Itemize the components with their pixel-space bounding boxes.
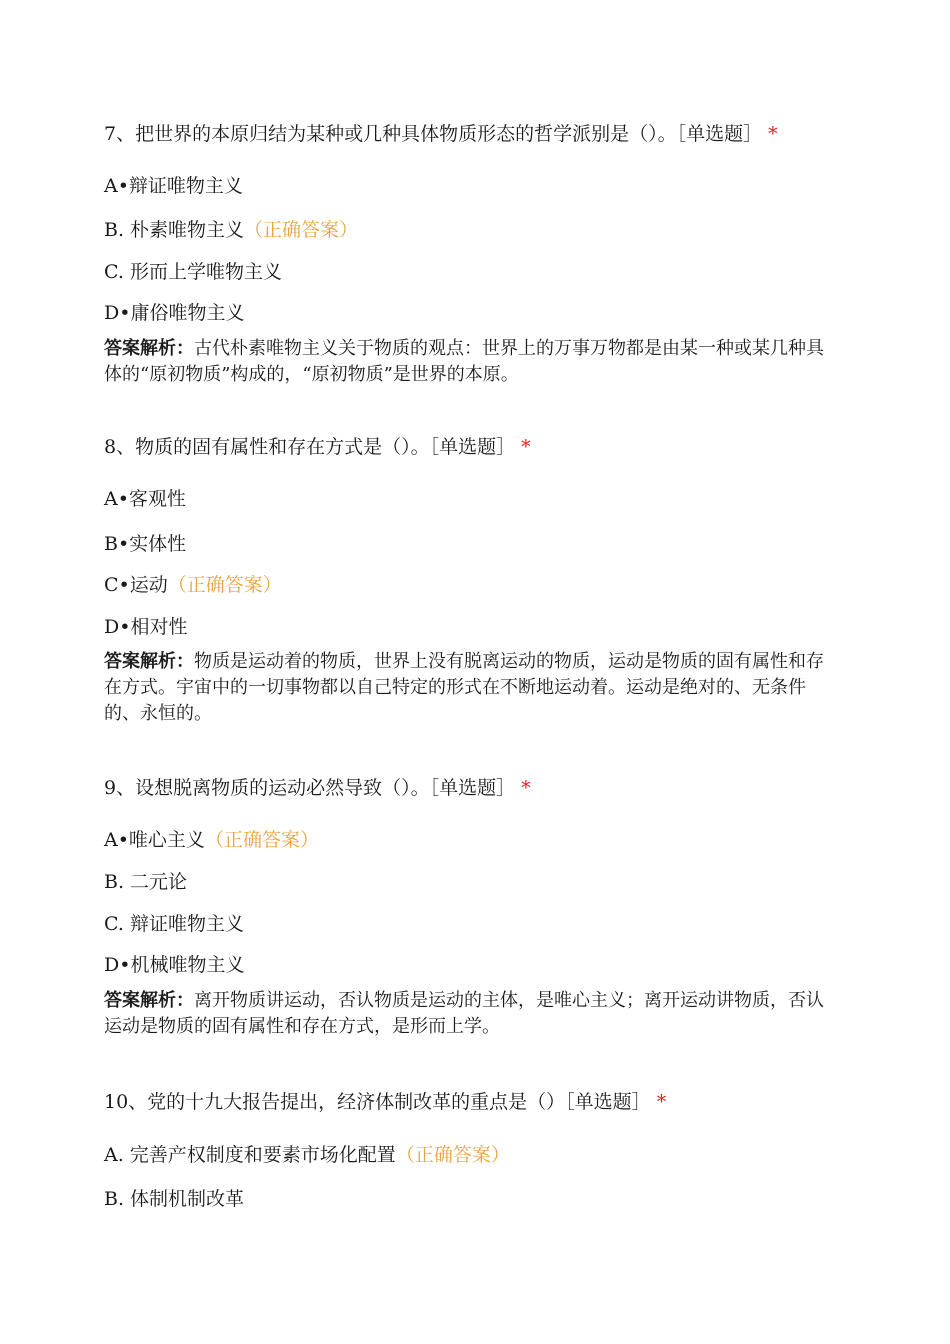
question-title-text: 9、设想脱离物质的运动必然导致（）。［单选题］ [104,777,516,799]
question-7-option-a [104,173,243,199]
question-9-option-b [104,869,187,895]
required-mark: * [521,436,531,458]
option-text: C. 辩证唯物主义 [104,913,244,935]
question-7-analysis [104,336,840,388]
correct-answer-label: （正确答案） [167,574,282,596]
option-text: C. 形而上学唯物主义 [104,261,282,283]
question-10-title [104,1089,666,1115]
question-9-option-c [104,911,244,937]
question-title-text: 10、党的十九大报告提出，经济体制改革的重点是（）［单选题］ [104,1091,651,1113]
correct-answer-label: （正确答案） [395,1144,510,1166]
analysis-text: 物质是运动着的物质，世界上没有脱离运动的物质，运动是物质的固有属性和存在方式。宇宙中的一切事物都以自己特定的形式在不断地运动着。运动是绝对的、无条件的、永恒的。 [104,651,824,724]
analysis-label: 答案解析： [104,651,194,672]
question-9-title [104,775,531,801]
analysis-text: 古代朴素唯物主义关于物质的观点：世界上的万事万物都是由某一种或某几种具体的“原初物质”构成的，“原初物质”是世界的本原。 [104,338,824,385]
question-8-analysis [104,649,840,727]
question-title-text: 7、把世界的本原归结为某种或几种具体物质形态的哲学派别是（）。［单选题］ [104,123,763,145]
question-8-title [104,434,531,460]
question-8-option-c [104,572,282,598]
option-text: A•唯心主义 [104,829,205,851]
required-mark: * [656,1091,667,1113]
option-text: B. 二元论 [104,871,188,893]
question-10-option-b [104,1186,244,1212]
question-9-option-d [104,952,244,978]
option-text: B. 朴素唯物主义 [104,219,245,241]
question-title-text: 8、物质的固有属性和存在方式是（）。［单选题］ [104,436,516,458]
required-mark: * [521,777,531,799]
option-text: D•相对性 [104,616,188,638]
question-8-option-a [104,486,186,512]
correct-answer-label: （正确答案） [204,829,319,851]
required-mark: * [768,123,778,145]
question-8-option-b [104,531,186,557]
option-text: D•机械唯物主义 [104,954,245,976]
option-text: B•实体性 [104,533,187,555]
analysis-label: 答案解析： [104,338,194,359]
question-7-option-c [104,259,282,285]
question-9-option-a [104,827,319,853]
option-text: B. 体制机制改革 [104,1188,245,1210]
option-text: A•辩证唯物主义 [104,175,243,197]
option-text: A. 完善产权制度和要素市场化配置 [104,1144,396,1166]
option-text: C•运动 [104,574,168,596]
question-9-analysis [104,988,840,1040]
question-10-option-a [104,1142,510,1168]
analysis-text: 离开物质讲运动，否认物质是运动的主体，是唯心主义；离开运动讲物质，否认运动是物质的固有属性和存在方式，是形而上学。 [104,990,824,1037]
question-7-title [104,121,778,147]
question-7-option-d [104,300,244,326]
option-text: D•庸俗唯物主义 [104,302,245,324]
question-8-option-d [104,614,187,640]
option-text: A•客观性 [104,488,186,510]
analysis-label: 答案解析： [104,990,194,1011]
correct-answer-label: （正确答案） [244,219,359,241]
question-7-option-b [104,217,358,243]
